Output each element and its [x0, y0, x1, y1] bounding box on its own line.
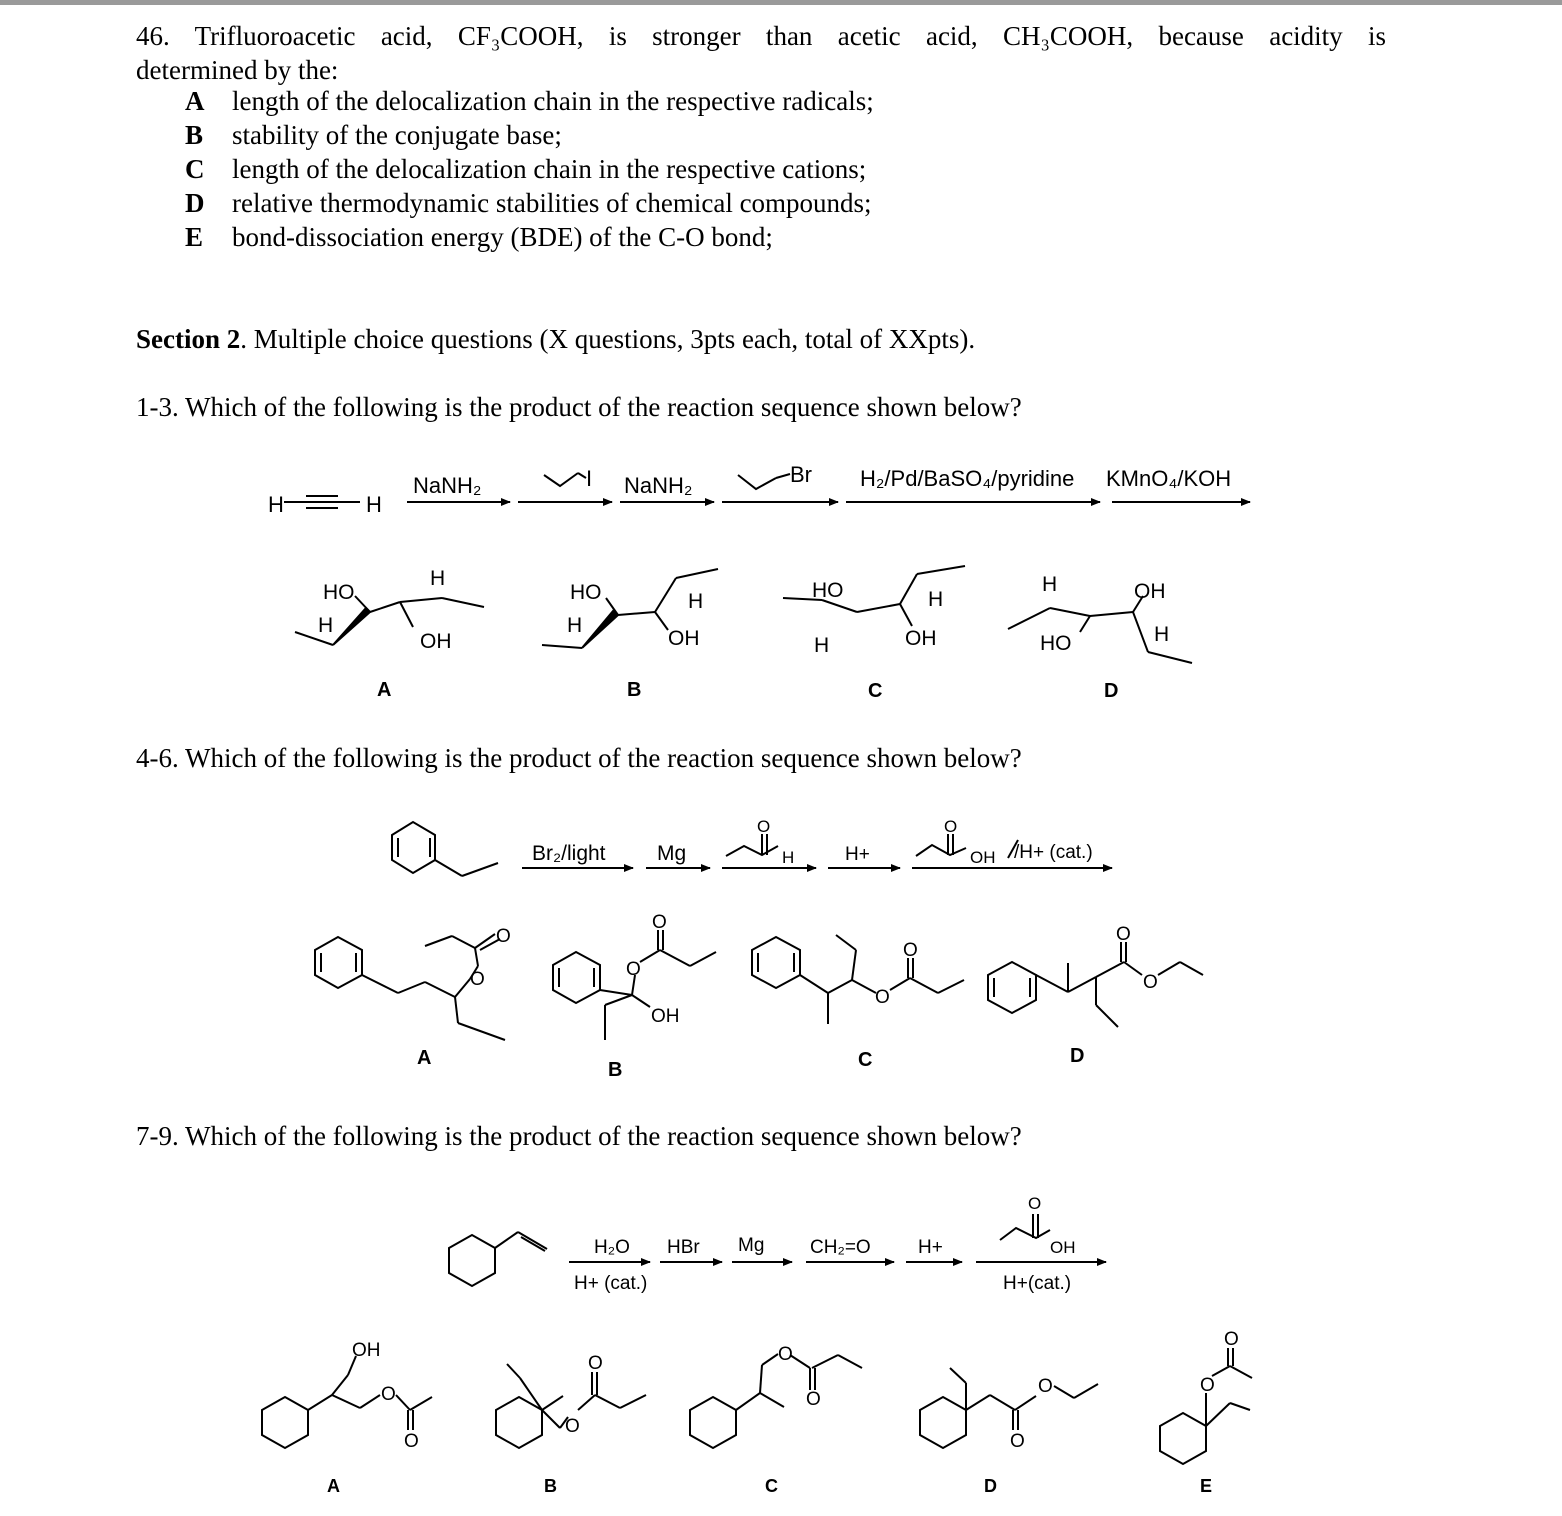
- q4-6-c-o2: O: [875, 987, 890, 1008]
- q46-line1: 46. Trifluoroacetic acid, CF₃COOH, is stronger than acetic acid, CH₃COOH, because acidity is: [136, 21, 1386, 51]
- option-letter-b: B: [185, 120, 204, 150]
- q4-6-answer-d-label[interactable]: D: [1070, 1045, 1085, 1067]
- q4-6-b-o1: O: [652, 912, 667, 933]
- q7-9-c-o1: O: [778, 1344, 793, 1365]
- q4-6-answer-c-label[interactable]: C: [858, 1049, 873, 1071]
- q7-9-reagent-1: H₂O: [594, 1237, 630, 1258]
- q7-9-answer-c-label[interactable]: C: [765, 1476, 778, 1496]
- q4-6-a-o2: O: [470, 969, 485, 990]
- option-text-e: bond-dissociation energy (BDE) of the C-O bond;: [232, 222, 773, 252]
- q4-6-answer-a-label[interactable]: A: [417, 1047, 432, 1069]
- option-letter-c: C: [185, 154, 205, 184]
- option-letter-a: A: [185, 86, 205, 116]
- q7-9-c-o2: O: [806, 1389, 821, 1410]
- option-text-d: relative thermodynamic stabilities of chemical compounds;: [232, 188, 872, 218]
- q7-9-answer-e-label[interactable]: E: [1200, 1476, 1213, 1496]
- q4-6-d-o1: O: [1116, 924, 1131, 945]
- q1-3-b-h: H: [567, 614, 583, 637]
- q4-6-acid-o: O: [944, 817, 958, 836]
- q4-6-question: 4-6. Which of the following is the product of the reaction sequence shown below?: [136, 743, 1022, 773]
- q4-6-reagent-1: Br₂/light: [532, 842, 606, 865]
- q7-9-b-o2: O: [588, 1353, 603, 1374]
- q4-6-reagent-2: Mg: [657, 842, 687, 865]
- q7-9-a-o2: O: [404, 1431, 419, 1452]
- q7-9-reagent-4: Mg: [738, 1235, 765, 1256]
- q4-6-reagent-3: H: [782, 848, 795, 867]
- q7-9-reagent-5: CH₂=O: [810, 1237, 871, 1258]
- q1-3-reagent-3: NaNH₂: [624, 473, 693, 498]
- q7-9-reagent-6: H+: [918, 1237, 943, 1258]
- q7-9-d-o1: O: [1038, 1376, 1053, 1397]
- q7-9-answer-d-structure: [920, 1368, 1098, 1448]
- q4-6-reagent-6: /H+ (cat.): [1014, 842, 1093, 863]
- q7-9-e-o1: O: [1200, 1375, 1215, 1396]
- q1-3-d-h: H: [1042, 573, 1058, 596]
- q1-3-c-oh: OH: [905, 627, 937, 650]
- q7-9-answer-a-label[interactable]: A: [327, 1476, 340, 1496]
- q4-6-b-o2: O: [626, 959, 641, 980]
- q7-9-answer-b-label[interactable]: B: [544, 1476, 557, 1496]
- q4-6-d-o2: O: [1143, 972, 1158, 993]
- q7-9-a-oh: OH: [352, 1340, 381, 1361]
- q1-3-b-oh: OH: [668, 627, 700, 650]
- option-text-c: length of the delocalization chain in the respective cations;: [232, 154, 867, 184]
- q1-3-d-ho: HO: [1040, 632, 1072, 655]
- q1-3-a-ho: HO: [323, 581, 355, 604]
- q1-3-start-acetylene-h-right: H: [366, 492, 382, 517]
- q4-6-reagent-5: OH: [970, 848, 996, 867]
- option-letter-d: D: [185, 188, 205, 218]
- q1-3-reagent-6: KMnO₄/KOH: [1106, 466, 1232, 491]
- q4-6-answer-b-structure: [553, 930, 716, 1040]
- q7-9-b-o1: O: [565, 1416, 580, 1437]
- q4-6-answer-d-structure: [988, 942, 1203, 1027]
- q4-6-reaction-scheme: [392, 822, 1112, 876]
- q1-3-a-h2: H: [430, 567, 446, 590]
- q7-9-e-o2: O: [1224, 1329, 1239, 1350]
- q1-3-b-ho: HO: [570, 581, 602, 604]
- q7-9-answer-c-structure: [690, 1354, 862, 1448]
- q7-9-answer-e-structure: [1160, 1348, 1252, 1464]
- q1-3-c-h: H: [814, 634, 830, 657]
- section-2-description: . Multiple choice questions (X questions, 3pts each, total of XXpts).: [240, 324, 976, 354]
- q7-9-question: 7-9. Which of the following is the product of the reaction sequence shown below?: [136, 1121, 1022, 1151]
- q1-3-c-ho: HO: [812, 579, 844, 602]
- q1-3-answer-c-label[interactable]: C: [868, 680, 883, 702]
- section-2-bold: Section 2: [136, 324, 241, 354]
- q4-6-reagent-4: H+: [845, 844, 870, 865]
- q1-3-c-h2: H: [928, 588, 944, 611]
- q1-3-d-oh: OH: [1134, 580, 1166, 603]
- q7-9-reagent-7: OH: [1050, 1238, 1076, 1257]
- q7-9-answer-d-label[interactable]: D: [984, 1476, 997, 1496]
- q1-3-answer-d-label[interactable]: D: [1104, 680, 1119, 702]
- q1-3-answer-a-label[interactable]: A: [377, 679, 392, 701]
- q46-line2: determined by the:: [136, 55, 339, 85]
- q7-9-d-o2: O: [1010, 1431, 1025, 1452]
- q4-6-a-o1: O: [496, 926, 511, 947]
- q1-3-b-h2: H: [688, 590, 704, 613]
- q7-9-reagent-8: H+(cat.): [1003, 1273, 1072, 1294]
- q1-3-d-h2: H: [1154, 623, 1170, 646]
- q4-6-b-oh: OH: [651, 1006, 680, 1027]
- q1-3-start-acetylene-h-left: H: [268, 492, 284, 517]
- q4-6-c-o1: O: [903, 940, 918, 961]
- option-text-a: length of the delocalization chain in the respective radicals;: [232, 86, 874, 116]
- q7-9-reagent-3: HBr: [667, 1237, 700, 1258]
- q4-6-answer-b-label[interactable]: B: [608, 1059, 623, 1081]
- option-text-b: stability of the conjugate base;: [232, 120, 562, 150]
- q7-9-acid-o: O: [1028, 1194, 1042, 1213]
- q1-3-reagent-4: Br: [790, 462, 812, 487]
- q1-3-question: 1-3. Which of the following is the product of the reaction sequence shown below?: [136, 392, 1022, 422]
- q1-3-reagent-5: H₂/Pd/BaSO₄/pyridine: [860, 466, 1075, 491]
- q1-3-answer-b-label[interactable]: B: [627, 679, 642, 701]
- q1-3-reagent-1: NaNH₂: [413, 473, 482, 498]
- q4-6-answer-c-structure: [752, 935, 964, 1024]
- q1-3-reagent-2: I: [586, 466, 593, 491]
- q1-3-a-h: H: [318, 614, 334, 637]
- option-letter-e: E: [185, 222, 204, 252]
- q7-9-reagent-2: H+ (cat.): [574, 1273, 648, 1294]
- q7-9-a-o1: O: [381, 1384, 396, 1405]
- q4-6-propanal-o: O: [757, 817, 771, 836]
- q1-3-a-oh: OH: [420, 630, 452, 653]
